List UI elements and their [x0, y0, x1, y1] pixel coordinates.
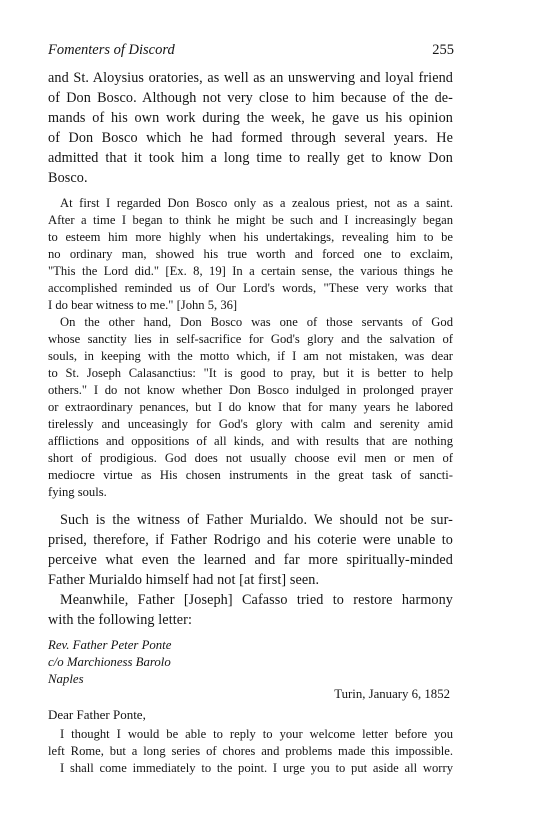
text-line: of Don Bosco which he had formed through several years. He [48, 130, 453, 146]
text-line: admitted that it took him a long time to really get to know Don [48, 150, 453, 166]
address-line: Rev. Father Peter Ponte [48, 638, 172, 652]
quote-line: to esteem him more highly when his undertakings, revealing him to be [48, 230, 453, 244]
text-line: perceive what even the learned and far more spiritually-minded [48, 552, 453, 568]
quote-line: afflictions and oppositions of all kinds, and with results that are nothing [48, 434, 453, 448]
quote-line: tirelessly and unceasingly for God's glory with calm and serenity amid [48, 417, 453, 431]
quote-line: short of prodigious. God does not usually choose evil men or men of [48, 451, 453, 465]
quote-line: After a time I began to think he might be such and I increasingly began [48, 213, 453, 227]
text-line: Bosco. [48, 170, 88, 186]
letter-date: Turin, January 6, 1852 [334, 687, 450, 701]
quote-line: to St. Joseph Calasanctius: "It is good to pray, but it is better to help [48, 366, 453, 380]
letter-line: I thought I would be able to reply to your welcome letter before you [60, 727, 453, 741]
quote-line: accomplished reminded us of Our Lord's words, "These very works that [48, 281, 453, 295]
quote-line: or extraordinary penances, but I do know that for many years he labored [48, 400, 453, 414]
quote-line: no ordinary man, showed his true worth and forced one to exclaim, [48, 247, 453, 261]
address-line: c/o Marchioness Barolo [48, 655, 171, 669]
text-line: and St. Aloysius oratories, as well as an unswerving and loyal friend [48, 70, 453, 86]
quote-line: At first I regarded Don Bosco only as a zealous priest, not as a saint. [60, 196, 453, 210]
letter-line: I shall come immediately to the point. I urge you to put aside all worry [60, 761, 453, 775]
letter-line: left Rome, but a long series of chores and problems made this impossible. [48, 744, 453, 758]
quote-line: fying souls. [48, 485, 107, 499]
text-line: mands of his own work during the week, he gave us his opinion [48, 110, 453, 126]
chapter-title: Fomenters of Discord [48, 42, 175, 58]
quote-line: I do bear witness to me." [John 5, 36] [48, 298, 238, 312]
text-line: Meanwhile, Father [Joseph] Cafasso tried to restore harmony [60, 592, 453, 608]
quote-line: others." I do not know whether Don Bosco indulged in prolonged prayer [48, 383, 453, 397]
text-line: with the following letter: [48, 612, 193, 628]
quote-line: souls, in keeping with the motto which, if I am not mistaken, was dear [48, 349, 453, 363]
quote-line: whose sanctity lies in self-sacrifice for God's glory and the salvation of [48, 332, 453, 346]
text-line: prised, therefore, if Father Rodrigo and his coterie were unable to [48, 532, 453, 548]
text-line: Father Murialdo himself had not [at first] seen. [48, 572, 320, 588]
quote-line: mediocre virtue as His chosen instruments in the great task of sancti- [48, 468, 453, 482]
running-header [48, 42, 454, 62]
quote-line: On the other hand, Don Bosco was one of those servants of God [60, 315, 453, 329]
address-line: Naples [48, 672, 84, 686]
quote-line: "This the Lord did." [Ex. 8, 19] In a certain sense, the various things he [48, 264, 453, 278]
page-number: 255 [432, 42, 454, 58]
letter-salutation: Dear Father Ponte, [48, 707, 146, 722]
text-line: of Don Bosco. Although not very close to him because of the de- [48, 90, 453, 106]
text-line: Such is the witness of Father Murialdo. We should not be sur- [60, 512, 453, 528]
